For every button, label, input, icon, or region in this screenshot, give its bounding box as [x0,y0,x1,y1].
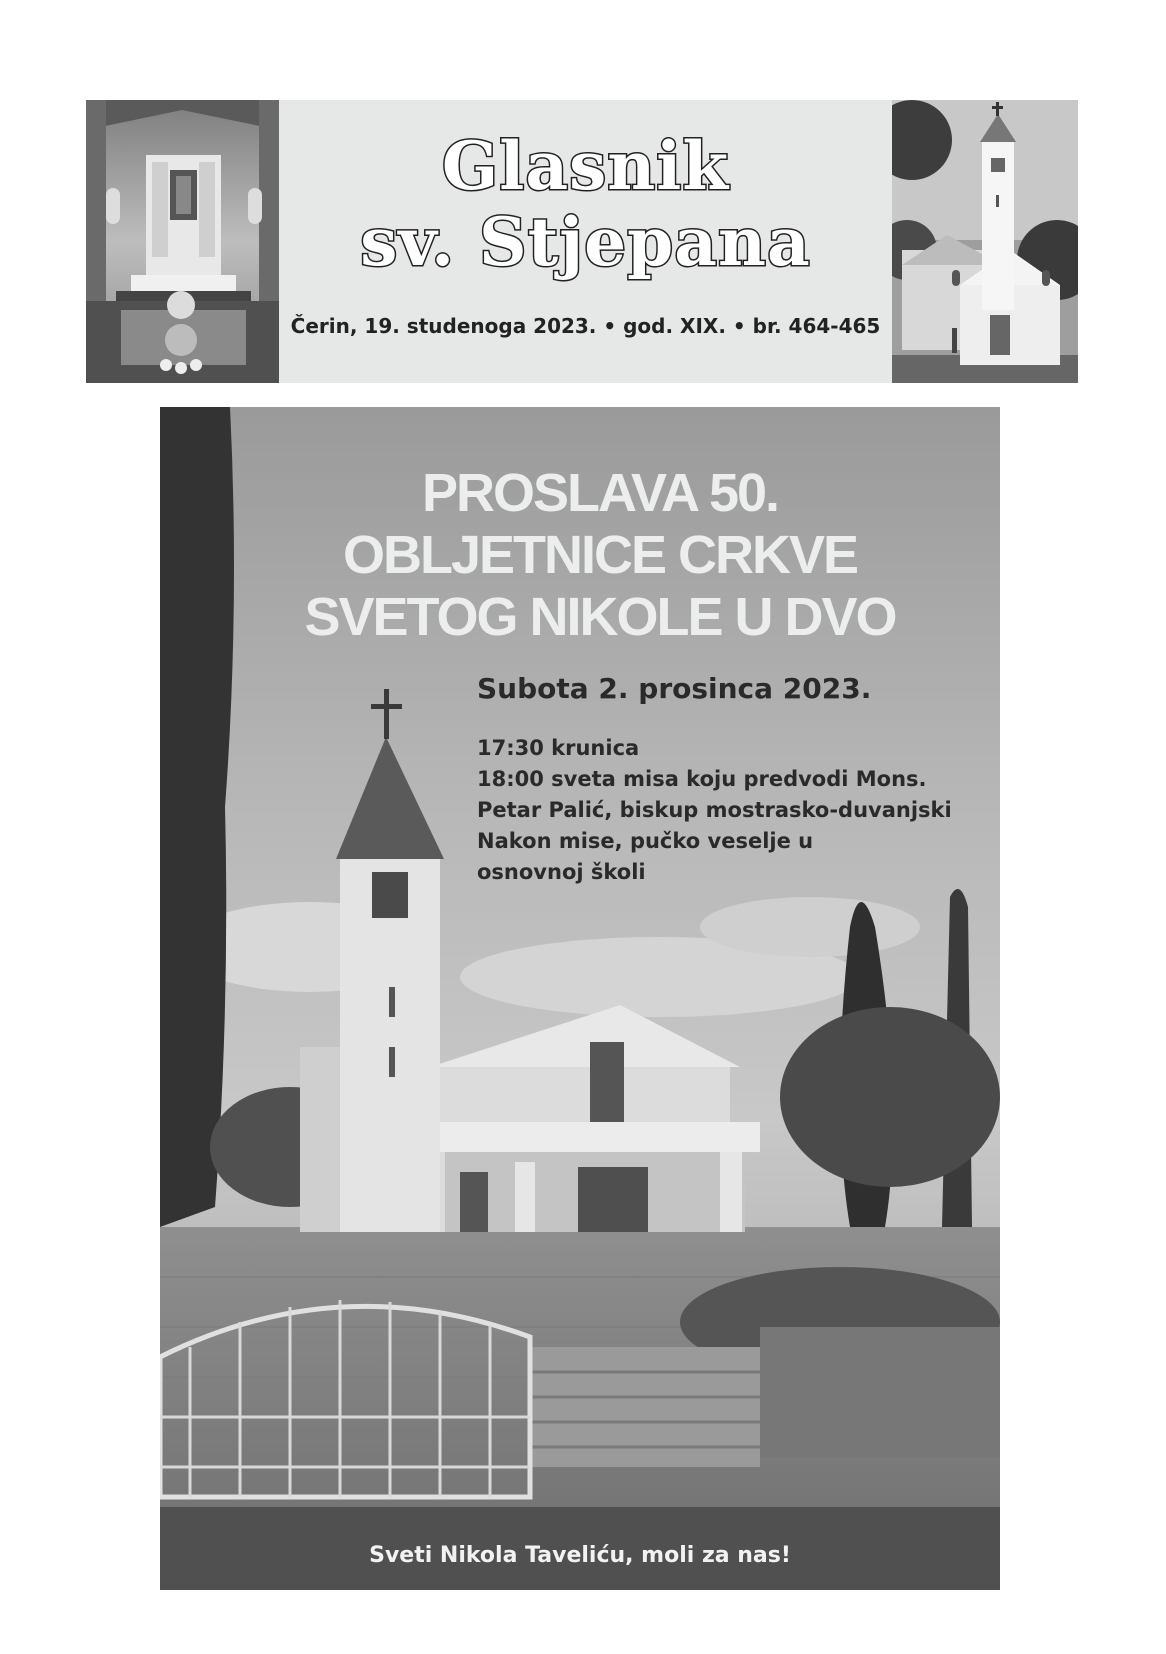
poster-title-line-2: OBLJETNICE CRKVE [342,525,858,585]
program-line: 17:30 krunica [477,736,640,760]
program-line: Petar Palić, biskup mostrasko-duvanjski [477,798,952,822]
program-line: Nakon mise, pučko veselje u [477,829,814,853]
church-exterior-photo [892,100,1078,383]
program-line: 18:00 sveta misa koju predvodi Mons. [477,767,927,791]
church-interior-photo [86,100,279,383]
poster-prayer: Sveti Nikola Taveliću, moli za nas! [369,1543,791,1568]
poster-title-line-1: PROSLAVA 50. [421,463,779,523]
title-line-2: sv. Stjepana [360,203,811,281]
poster-title [250,462,950,648]
event-program [477,733,952,888]
event-date: Subota 2. prosinca 2023. [477,672,872,705]
poster-title-line-3: SVETOG NIKOLE U DVO [304,587,896,647]
newsletter-title [279,128,892,280]
program-line: osnovnoj školi [477,860,646,884]
title-line-1: Glasnik [441,127,730,205]
issue-info: Čerin, 19. studenoga 2023. • god. XIX. • br. 464-465 [290,314,881,338]
